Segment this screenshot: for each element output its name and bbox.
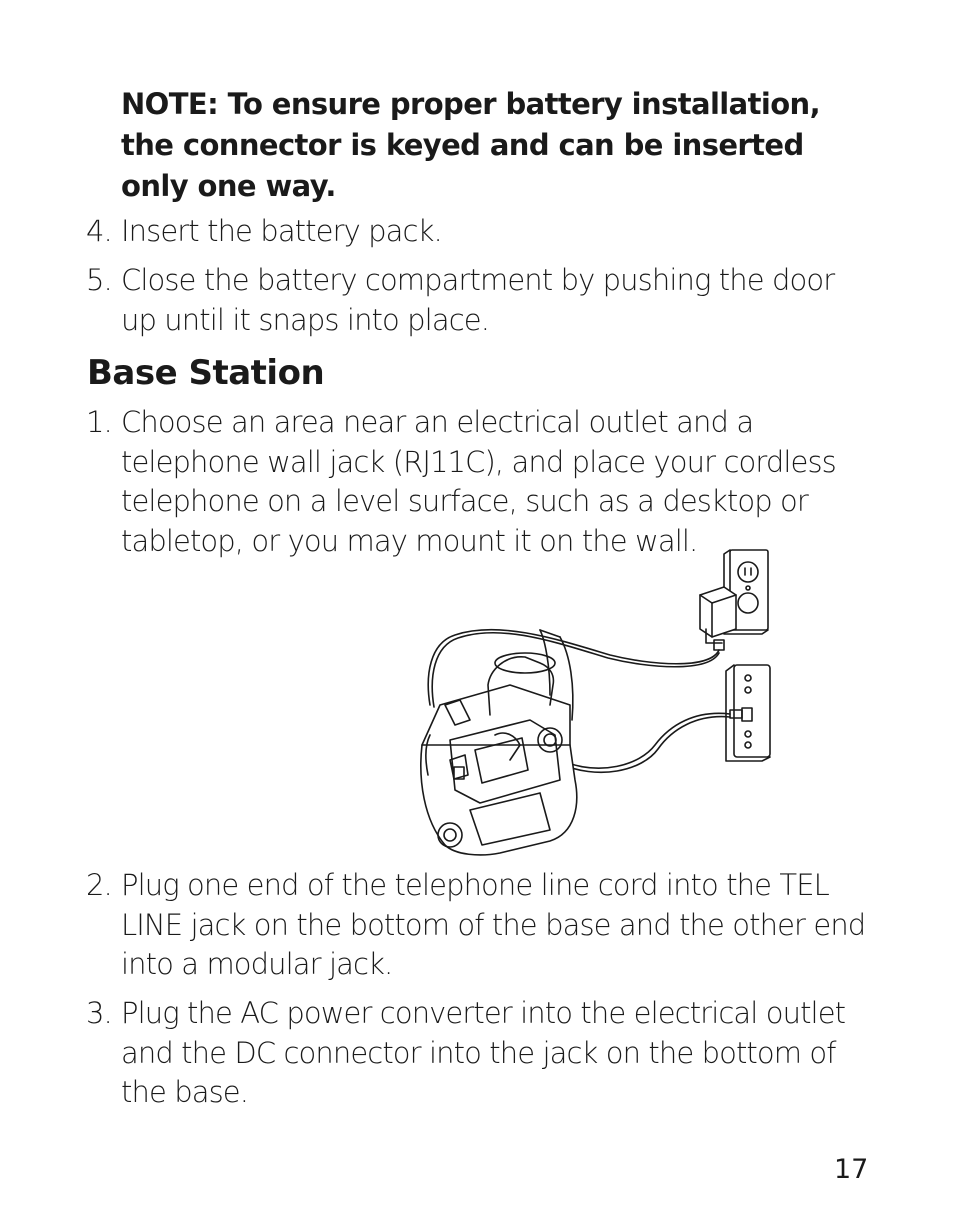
step-text: Choose an area near an electrical outlet and a telephone wall jack (RJ11C), and place your cordless telephone on a level surface, such as a desktop or tabletop, or you may mount it on the wall. (121, 405, 836, 558)
note-line: the connector is keyed and can be inserted (121, 128, 804, 162)
step-item (0, 212, 954, 261)
step-item (0, 994, 954, 1122)
base-station-steps-a (0, 403, 954, 563)
step-text: Close the battery compartment by pushing the door up until it snaps into place. (121, 263, 835, 337)
base-connection-illustration (410, 545, 790, 860)
ac-adapter-icon (700, 587, 736, 650)
step-number: 5. (86, 263, 112, 297)
step-item (0, 866, 954, 994)
base-unit-icon (421, 630, 577, 855)
step-text: Insert the battery pack. (121, 214, 442, 248)
telephone-wall-jack-icon (726, 665, 770, 761)
step-item (0, 261, 954, 347)
page-number: 17 (834, 1154, 869, 1185)
step-number: 1. (86, 405, 112, 439)
base-station-steps-b (0, 866, 954, 1122)
note-line: NOTE: To ensure proper battery installation, (121, 87, 820, 121)
step-text: Plug one end of the telephone line cord into the TEL LINE jack on the bottom of the base and the other end into a modular jack. (121, 868, 866, 981)
note-line: only one way. (121, 169, 336, 203)
step-number: 2. (86, 868, 112, 902)
step-number: 4. (86, 214, 112, 248)
step-text: Plug the AC power converter into the electrical outlet and the DC connector into the jack on the bottom of the base. (121, 996, 846, 1109)
step-number: 3. (86, 996, 112, 1030)
telephone-line-cord (558, 713, 730, 772)
step-item (0, 403, 954, 563)
section-heading: Base Station (87, 353, 325, 393)
handset-steps (0, 212, 954, 347)
battery-note (121, 84, 881, 207)
